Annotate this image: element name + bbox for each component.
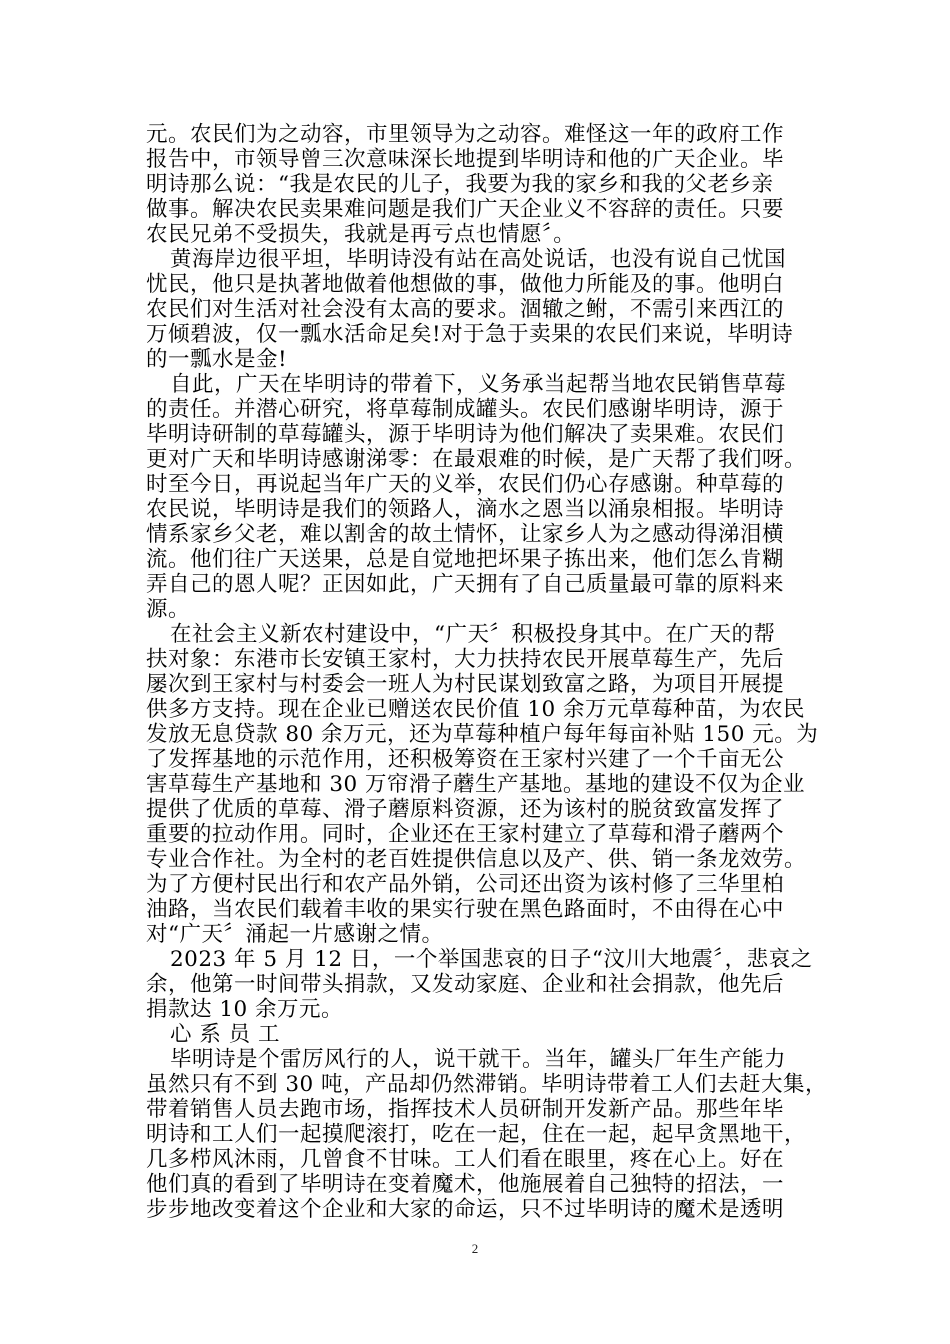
text-line: 忧民，他只是执著地做着他想做的事，做他力所能及的事。他明白: [146, 272, 785, 297]
text-line: 余，他第一时间带头捐款，又发动家庭、企业和社会捐款，他先后: [146, 972, 785, 997]
paragraph-start-line: 黄海岸边很平坦，毕明诗没有站在高处说话，也没有说自己忧国: [170, 247, 787, 272]
text-line: 对“广天〞涌起一片感谢之情。: [146, 922, 444, 947]
text-line: 农民说，毕明诗是我们的领路人，滴水之恩当以涌泉相报。毕明诗: [146, 497, 785, 522]
text-line: 报告中，市领导曾三次意味深长地提到毕明诗和他的广天企业。毕: [146, 147, 785, 172]
text-line: 几多栉风沐雨，几曾食不甘味。工人们看在眼里，疼在心上。好在: [146, 1147, 785, 1172]
text-line: 弄自己的恩人呢？正因如此，广天拥有了自己质量最可靠的原料来: [146, 572, 785, 597]
document-body: [146, 122, 828, 1222]
text-line: 做事。解决农民卖果难问题是我们广天企业义不容辞的责任。只要: [146, 197, 785, 222]
text-line: 油路，当农民们载着丰收的果实行驶在黑色路面时，不由得在心中: [146, 897, 785, 922]
text-line: 为了方便村民出行和农产品外销，公司还出资为该村修了三华里柏: [146, 872, 785, 897]
text-line: 源。: [146, 597, 191, 622]
text-line: 明诗和工人们一起摸爬滚打，吃在一起，住在一起，起早贪黑地干，: [146, 1122, 807, 1147]
text-line: 虽然只有不到 30 吨，产品却仍然滞销。毕明诗带着工人们去赶大集，: [146, 1072, 828, 1097]
text-line: 流。他们往广天送果，总是自觉地把坏果子拣出来，他们怎么肯糊: [146, 547, 785, 572]
text-line: 更对广天和毕明诗感谢涕零：在最艰难的时候，是广天帮了我们呀。: [146, 447, 807, 472]
paragraph-start-line: 在社会主义新农村建设中，“广天〞积极投身其中。在广天的帮: [170, 622, 776, 647]
text-line: 的一瓢水是金!: [146, 347, 288, 372]
text-line: 屡次到王家村与村委会一班人为村民谋划致富之路，为项目开展提: [146, 672, 785, 697]
text-line: 元。农民们为之动容，市里领导为之动容。难怪这一年的政府工作: [146, 122, 785, 147]
text-line: 发放无息贷款 80 余万元，还为草莓种植户每年每亩补贴 150 元。为: [146, 722, 819, 747]
text-line: 提供了优质的草莓、滑子蘑原料资源，还为该村的脱贫致富发挥了: [146, 797, 785, 822]
text-line: 步步地改变着这个企业和大家的命运，只不过毕明诗的魔术是透明: [146, 1197, 785, 1222]
text-line: 专业合作社。为全村的老百姓提供信息以及产、供、销一条龙效劳。: [146, 847, 807, 872]
text-line: 害草莓生产基地和 30 万帘滑子蘑生产基地。基地的建设不仅为企业: [146, 772, 806, 797]
page-number: 2: [471, 1241, 479, 1256]
text-line: 农民兄弟不受损失，我就是再亏点也情愿〞。: [146, 222, 576, 247]
section-heading: 心 系 员 工: [170, 1022, 281, 1047]
text-line: 的责任。并潜心研究，将草莓制成罐头。农民们感谢毕明诗，源于: [146, 397, 785, 422]
text-line: 他们真的看到了毕明诗在变着魔术，他施展着自己独特的招法，一: [146, 1172, 785, 1197]
text-line: 时至今日，再说起当年广天的义举，农民们仍心存感谢。种草莓的: [146, 472, 785, 497]
text-line: 明诗那么说：“我是农民的儿子，我要为我的家乡和我的父老乡亲: [146, 172, 774, 197]
text-line: 捐款达 10 余万元。: [146, 997, 344, 1022]
text-line: 重要的拉动作用。同时，企业还在王家村建立了草莓和滑子蘑两个: [146, 822, 785, 847]
text-line: 了发挥基地的示范作用，还积极筹资在王家村兴建了一个千亩无公: [146, 747, 785, 772]
text-line: 毕明诗研制的草莓罐头，源于毕明诗为他们解决了卖果难。农民们: [146, 422, 785, 447]
text-line: 供多方支持。现在企业已赠送农民价值 10 余万元草莓种苗，为农民: [146, 697, 806, 722]
text-line: 农民们对生活对社会没有太高的要求。涸辙之鲋，不需引来西江的: [146, 297, 785, 322]
text-line: 带着销售人员去跑市场，指挥技术人员研制开发新产品。那些年毕: [146, 1097, 785, 1122]
paragraph-start-line: 自此，广天在毕明诗的带着下，义务承当起帮当地农民销售草莓: [170, 372, 787, 397]
paragraph-start-line: 2023 年 5 月 12 日，一个举国悲哀的日子“汶川大地震〞，悲哀之: [170, 947, 813, 972]
text-line: 情系家乡父老，难以割舍的故土情怀，让家乡人为之感动得涕泪横: [146, 522, 785, 547]
paragraph-start-line: 毕明诗是个雷厉风行的人，说干就干。当年，罐头厂年生产能力: [170, 1047, 787, 1072]
text-line: 万倾碧波，仅一瓢水活命足矣!对于急于卖果的农民们来说，毕明诗: [146, 322, 794, 347]
text-line: 扶对象：东港市长安镇王家村，大力扶持农民开展草莓生产，先后: [146, 647, 785, 672]
